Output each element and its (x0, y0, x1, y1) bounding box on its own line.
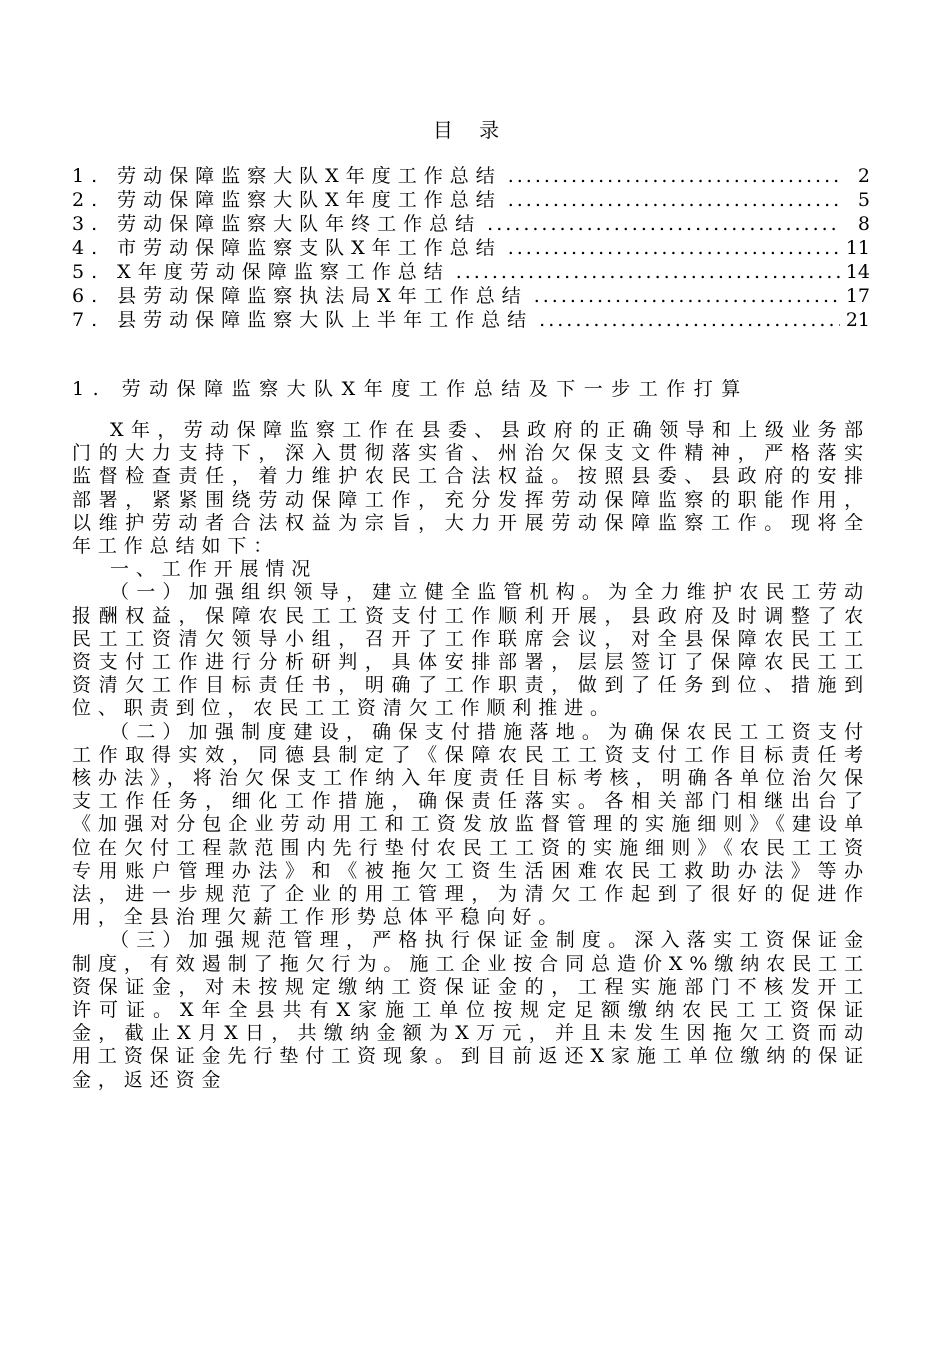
toc-entry-label: 1. 劳动保障监察大队X年度工作总结 (72, 165, 502, 187)
toc-entry-page: 21 (845, 309, 870, 331)
document-page (72, 116, 870, 1092)
body-paragraph: （三）加强规范管理，严格执行保证金制度。深入落实工资保证金制度，有效遏制了拖欠行为。施工企业按合同总造价X%缴纳农民工工资保证金，对未按规定缴纳工资保证金的，工程实施部门不核发开工许可证。X年全县共有X家施工单位按规定足额缴纳农民工工资保证金，截止X月X日，共缴纳金额为X万元，并且未发生因拖欠工资而动用工资保证金先行垫付工资现象。到目前返还X家施工单位缴纳的保证金，返还资金 (72, 929, 870, 1091)
toc-entry[interactable] (72, 212, 870, 236)
toc-leader-dots (508, 164, 840, 188)
section-subheading: 一、工作开展情况 (110, 558, 318, 581)
toc-entry[interactable] (72, 164, 870, 188)
toc-leader-dots (508, 188, 840, 212)
table-of-contents (72, 164, 870, 332)
toc-entry-label: 2. 劳动保障监察大队X年度工作总结 (72, 189, 502, 211)
toc-entry-page: 5 (857, 189, 870, 211)
toc-entry-label: 3. 劳动保障监察大队年终工作总结 (72, 213, 482, 235)
toc-leader-dots (539, 308, 840, 332)
toc-entry[interactable] (72, 284, 870, 308)
toc-entry[interactable] (72, 308, 870, 332)
toc-entry-page: 17 (845, 285, 870, 307)
toc-entry-label: 7. 县劳动保障监察大队上半年工作总结 (72, 309, 534, 331)
article-heading: 1. 劳动保障监察大队X年度工作总结及下一步工作打算 (72, 378, 749, 400)
toc-entry-label: 5. X年度劳动保障监察工作总结 (72, 261, 450, 283)
toc-entry-page: 2 (857, 165, 870, 187)
toc-entry-page: 14 (845, 261, 870, 283)
toc-entry[interactable] (72, 236, 870, 260)
toc-leader-dots (487, 212, 840, 236)
body-paragraph: （二）加强制度建设，确保支付措施落地。为确保农民工工资支付工作取得实效，同德县制定了《保障农民工工资支付工作目标责任考核办法》，将治欠保支工作纳入年度责任目标考核，明确各单位治欠保支工作任务，细化工作措施，确保责任落实。各相关部门相继出台了《加强对分包企业劳动用工和工资发放监督管理的实施细则》《建设单位在欠付工程款范围内先行垫付农民工工资的实施细则》《农民工工资专用账户管理办法》和《被拖欠工资生活困难农民工救助办法》等办法，进一步规范了企业的用工管理，为清欠工作起到了很好的促进作用，全县治理欠薪工作形势总体平稳向好。 (72, 720, 870, 929)
toc-entry-label: 4. 市劳动保障监察支队X年工作总结 (72, 237, 502, 259)
toc-entry[interactable] (72, 260, 870, 284)
intro-paragraph: X年，劳动保障监察工作在县委、县政府的正确领导和上级业务部门的大力支持下，深入贯彻落实省、州治欠保支文件精神，严格落实监督检查责任，着力维护农民工合法权益。按照县委、县政府的安排部署，紧紧围绕劳动保障工作，充分发挥劳动保障监察的职能作用，以维护劳动者合法权益为宗旨，大力开展劳动保障监察工作。现将全年工作总结如下： (72, 419, 870, 558)
toc-entry-page: 11 (845, 237, 870, 259)
toc-leader-dots (508, 236, 840, 260)
toc-entry-label: 6. 县劳动保障监察执法局X年工作总结 (72, 285, 528, 307)
toc-title: 目 录 (432, 118, 510, 142)
toc-leader-dots (456, 260, 840, 284)
body-paragraph: （一）加强组织领导，建立健全监管机构。为全力维护农民工劳动报酬权益，保障农民工工资支付工作顺利开展，县政府及时调整了农民工工资清欠领导小组，召开了工作联席会议，对全县保障农民工工资支付工作进行分析研判，具体安排部署，层层签订了保障农民工工资清欠工作目标责任书，明确了工作职责，做到了任务到位、措施到位、职责到位，农民工工资清欠工作顺利推进。 (72, 581, 870, 720)
toc-leader-dots (534, 284, 840, 308)
toc-entry-page: 8 (857, 213, 870, 235)
toc-entry[interactable] (72, 188, 870, 212)
